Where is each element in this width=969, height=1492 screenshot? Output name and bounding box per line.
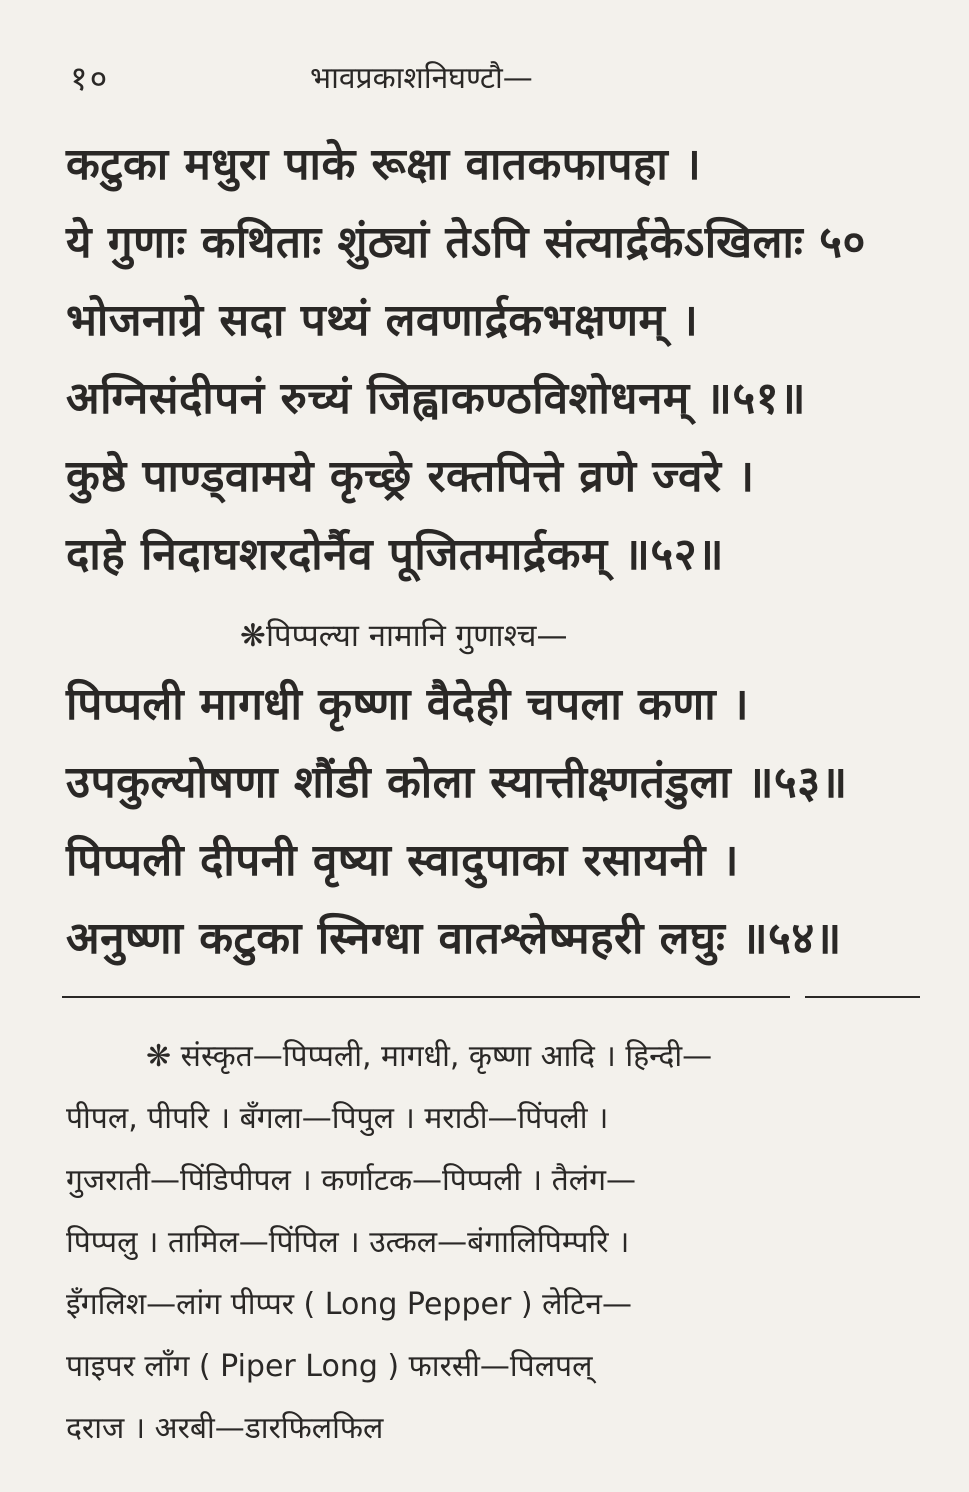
footnote — [66, 1026, 916, 1460]
verse-line: अनुष्णा कटुका स्निग्धा वातश्लेष्महरी लघुः ॥५४॥ — [66, 913, 842, 964]
verse-line: पिप्पली दीपनी वृष्या स्वादुपाका रसायनी । — [66, 835, 739, 886]
verse-block-pippali — [66, 666, 936, 978]
footnote-divider-short — [805, 996, 920, 998]
running-head: भावप्रकाशनिघण्टौ— — [310, 61, 533, 96]
footnote-divider — [62, 996, 790, 998]
footnote-line: पीपल, पीपरि । बँगला—पिपुल । मराठी—पिंपली । — [66, 1101, 609, 1136]
verse-line: उपकुल्योषणा शौंडी कोला स्यात्तीक्ष्णतंडुला ॥५३॥ — [66, 757, 848, 808]
verse-line: ये गुणाः कथिताः शुंठ्यां तेऽपि संत्यार्द्रकेऽखिलाः ५० — [66, 217, 866, 268]
verse-line: पिप्पली मागधी कृष्णा वैदेही चपला कणा । — [66, 679, 750, 730]
verse-line: दाहे निदाघशरदोर्नैव पूजितमार्द्रकम् ॥५२॥ — [66, 529, 724, 580]
verse-line: कटुका मधुरा पाके रूक्षा वातकफापहा । — [66, 139, 702, 190]
footnote-line: इँगलिश—लांग पीप्पर ( Long Pepper ) लेटिन— — [66, 1287, 632, 1322]
footnote-line: ❋ संस्कृत—पिप्पली, मागधी, कृष्णा आदि । हिन्दी— — [146, 1039, 713, 1074]
page-number: १० — [70, 59, 110, 99]
section-subheading: ❋पिप्पल्या नामानि गुणाश्च— — [240, 618, 568, 654]
verse-block-ginger — [66, 126, 936, 594]
page-header — [70, 54, 930, 99]
footnote-line: दराज । अरबी—डारफिलफिल — [66, 1411, 384, 1446]
footnote-line: पिप्पलु । तामिल—पिंपिल । उत्कल—बंगालिपिम्परि । — [66, 1225, 630, 1260]
verse-line: अग्निसंदीपनं रुच्यं जिह्वाकण्ठविशोधनम् ॥५१॥ — [66, 373, 806, 424]
verse-line: भोजनाग्रे सदा पथ्यं लवणार्द्रकभक्षणम् । — [66, 295, 699, 346]
footnote-line: पाइपर लाँग ( Piper Long ) फारसी—पिलपल् — [66, 1349, 593, 1384]
footnote-line: गुजराती—पिंडिपीपल । कर्णाटक—पिप्पली । तैलंग— — [66, 1163, 636, 1198]
verse-line: कुष्ठे पाण्ड्वामये कृच्छ्रे रक्तपित्ते व्रणे ज्वरे । — [66, 451, 755, 502]
